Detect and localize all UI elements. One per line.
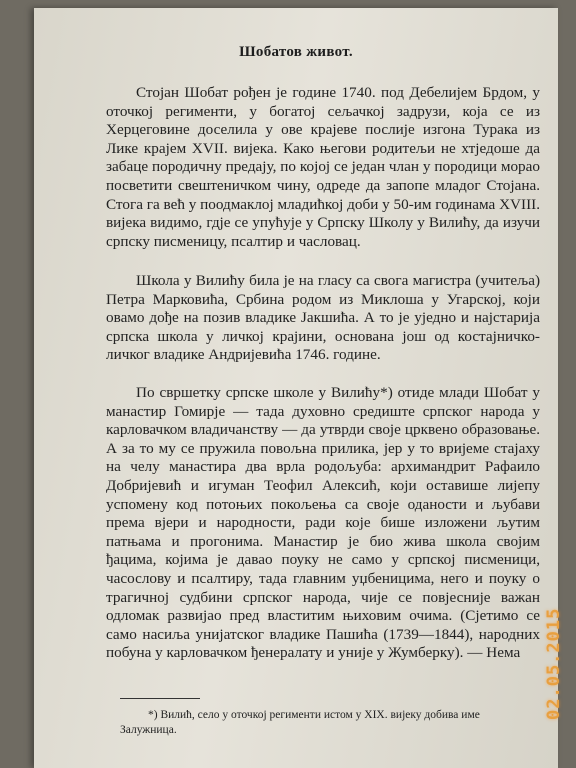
footnote-divider: [120, 698, 200, 699]
paragraph-3: [106, 384, 540, 663]
footnote: *) Вилић, село у оточкој регименти истом у XIX. вијеку добива име Залужница.: [120, 709, 480, 736]
book-page: [34, 8, 558, 768]
paragraph-1: [106, 84, 540, 251]
page-title: Шобатов живот.: [239, 44, 353, 60]
photo-date-stamp: 02.05.2015: [544, 607, 564, 720]
paragraph-2-text: Школа у Вилићу била је на гласу са свога магистра (учитеља) Петра Марковића, Србина родом из Миклоша у Угарској, који овамо дође на позив владике Јакшића. А то је уједно и најстарија српска школа у личкој крајини, основана још од костајничко-личког владике Андријевића 1746. године.: [106, 272, 540, 364]
paragraph-3-text: По свршетку српске школе у Вилићу*) отиде млади Шобат у манастир Гомирје — тада духовно средиште српског народа у карловачком владичанству — да утврди своје црквено образовање. А за то му се пружила повољна прилика, јер у то вријеме стајаху на челу манастира два врла родољуба: архимандрит Рафаило Добријевић и игуман Теофил Алексић, који оставише лијепу успомену код потоњих покољења са своје оданости и љубави према вјери и народности, ради које бише изложени љутим патњама и прогонима. Манастир је био жива школа својим ђацима, којима је давао поуку не само у српској писменици, часослову и псалтиру, тада главним уџбеницима, него и поуку о трагичној судбини српског народа, чије се повјесније важан одломак развијао пред властитим њиховим очима. (Сјетимо се само насиља унијатског владике Пашића (1739—1844), народних побуна у карловачком ђенералату и уније у Жумберку). — Нема: [106, 384, 540, 662]
paragraph-1-text: Стојан Шобат рођен је године 1740. под Дебелијем Брдом, у оточкој регименти, у богатој сељачкој задрузи, која се из Херцеговине доселила у ове крајеве послије изгона Турака из Лике крајем XVII. вијека. Како његови родитељи не хтједоше да забаце породичну предају, по којој се један члан у породици морао посветити свештеничком чину, одреде да запопе младог Стојана. Стога га већ у поодмаклој младићкој доби у 50-им годинама XVIII. вијека видимо, гдје се упућује у Српску Школу у Вилићу, да изучи српску писменицу, псалтир и часловац.: [106, 84, 540, 250]
paragraph-2: [106, 272, 540, 365]
